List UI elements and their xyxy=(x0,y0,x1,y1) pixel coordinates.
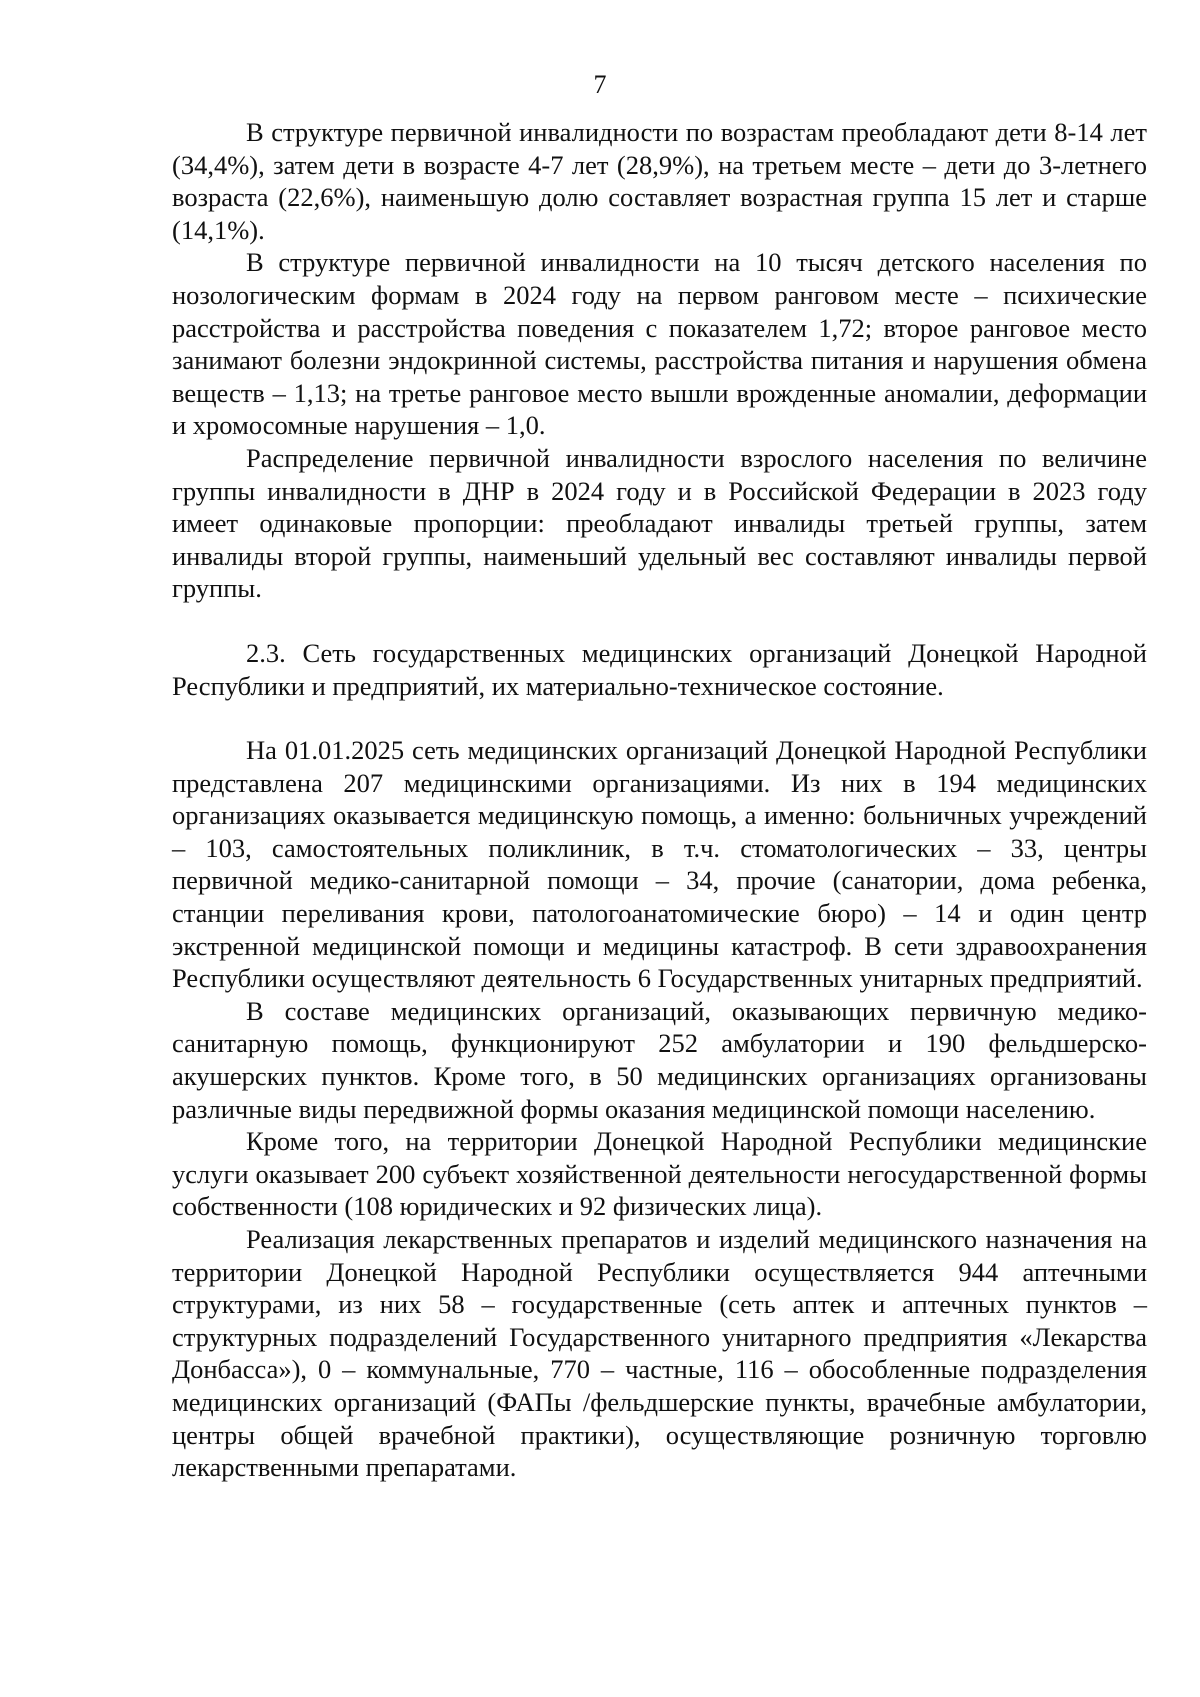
page-number: 7 xyxy=(593,70,607,99)
paragraph-private-sector: Кроме того, на территории Донецкой Народной Республики медицинские услуги оказывает 200 субъект хозяйственной деятельности негосударственной формы собственности (108 юридических и 92 физических лица). xyxy=(172,1126,1147,1222)
paragraph-nosological-forms: В структуре первичной инвалидности на 10 тысяч детского населения по нозологическим формам в 2024 году на первом ранговом месте – психические расстройства и расстройства поведения с показателем 1,72; второе ранговое место занимают болезни эндокринной системы, расстройства питания и нарушения обмена веществ – 1,13; на третье ранговое место вышли врожденные аномалии, деформации и хромосомные нарушения – 1,0. xyxy=(172,247,1147,441)
section-heading: 2.3. Сеть государственных медицинских организаций Донецкой Народной Республики и предприятий, их материально-техническое состояние. xyxy=(172,637,1147,701)
paragraph-medical-network: На 01.01.2025 сеть медицинских организаций Донецкой Народной Республики представлена 207 медицинскими организациями. Из них в 194 медицинских организациях оказывается медицинскую помощь, а именно: больничных учреждений – 103, самостоятельных поликлиник, в т.ч. стоматологических – 33, центры первичной медико-санитарной помощи – 34, прочие (санатории, дома ребенка, станции переливания крови, патологоанатомические бюро) – 14 и один центр экстренной медицинской помощи и медицины катастроф. В сети здравоохранения Республики осуществляют деятельность 6 Государственных унитарных предприятий. xyxy=(172,735,1147,994)
paragraph-pharmacies: Реализация лекарственных препаратов и изделий медицинского назначения на территории Донецкой Народной Республики осуществляется 944 аптечными структурами, из них 58 – государственные (сеть аптек и аптечных пунктов – структурных подразделений Государственного унитарного предприятия «Лекарства Донбасса»), 0 – коммунальные, 770 – частные, 116 – обособленные подразделения медицинских организаций (ФАПы /фельдшерские пункты, врачебные амбулатории, центры общей врачебной практики), осуществляющие розничную торговлю лекарственными препаратами. xyxy=(172,1224,1147,1483)
paragraph-adult-disability-groups: Распределение первичной инвалидности взрослого населения по величине группы инвалидности в ДНР в 2024 году и в Российской Федерации в 2023 году имеет одинаковые пропорции: преобладают инвалиды третьей группы, затем инвалиды второй группы, наименьший удельный вес составляют инвалиды первой группы. xyxy=(172,442,1147,604)
document-body xyxy=(172,116,1147,1484)
paragraph-primary-care: В составе медицинских организаций, оказывающих первичную медико-санитарную помощь, функционируют 252 амбулатории и 190 фельдшерско-акушерских пунктов. Кроме того, в 50 медицинских организациях организованы различные виды передвижной формы оказания медицинской помощи населению. xyxy=(172,995,1147,1124)
paragraph-age-structure: В структуре первичной инвалидности по возрастам преобладают дети 8-14 лет (34,4%), затем дети в возрасте 4-7 лет (28,9%), на третьем месте – дети до 3-летнего возраста (22,6%), наименьшую долю составляет возрастная группа 15 лет и старше (14,1%). xyxy=(172,117,1147,245)
